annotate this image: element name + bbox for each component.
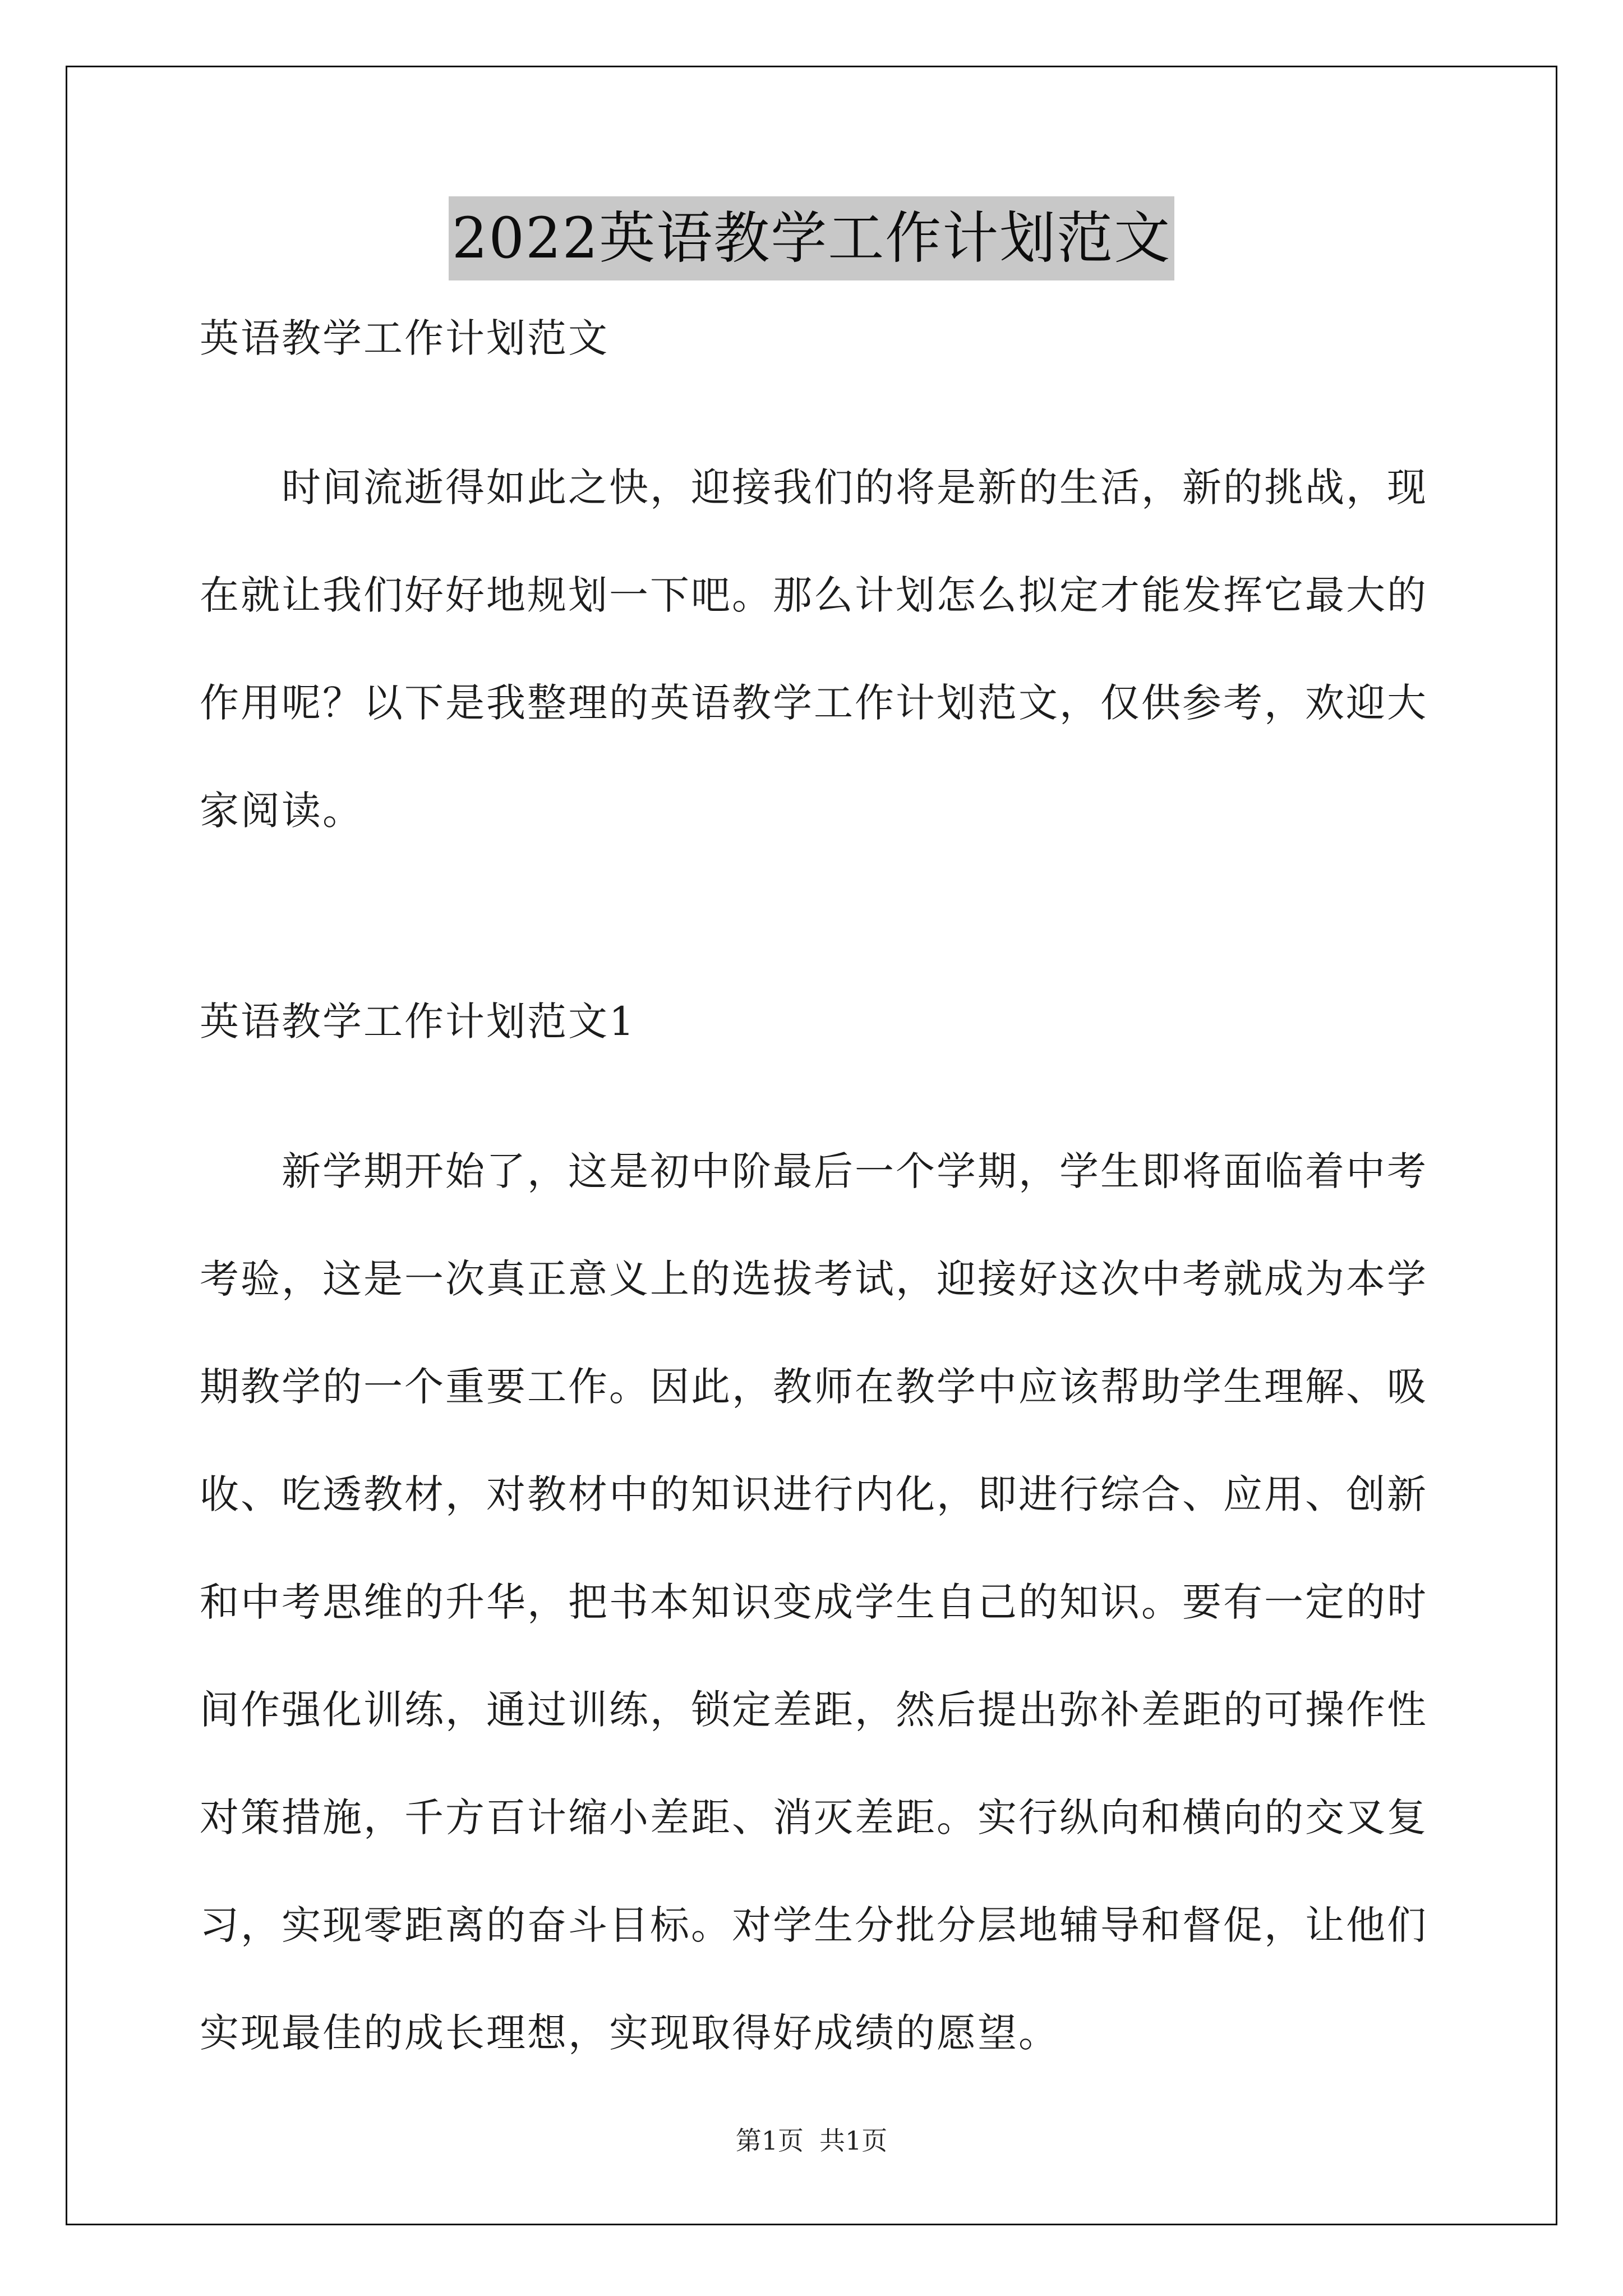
section-body-1: 新学期开始了，这是初中阶最后一个学期，学生即将面临着中考考验，这是一次真正意义上的选拔考试，迎接好这次中考就成为本学期教学的一个重要工作。因此，教师在教学中应该帮助学生理解、吸收、吃透教材，对教材中的知识进行内化，即进行综合、应用、创新和中考思维的升华，把书本知识变成学生自己的知识。要有一定的时间作强化训练，通过训练，锁定差距，然后提出弥补差距的可操作性对策措施，千方百计缩小差距、消灭差距。实行纵向和横向的交叉复习，实现零距离的奋斗目标。对学生分批分层地辅导和督促，让他们实现最佳的成长理想，实现取得好成绩的愿望。 xyxy=(200,1148,1428,2056)
page-number-total: 共1页 xyxy=(819,2125,888,2156)
page-footer xyxy=(0,2120,1623,2157)
page-number-current: 第1页 xyxy=(735,2125,804,2156)
title-container xyxy=(0,196,1623,280)
document-title: 2022英语教学工作计划范文 xyxy=(449,196,1175,280)
section-heading-1: 英语教学工作计划范文1 xyxy=(200,999,636,1045)
subtitle-heading: 英语教学工作计划范文 xyxy=(200,315,609,361)
intro-paragraph: 时间流逝得如此之快，迎接我们的将是新的生活，新的挑战，现在就让我们好好地规划一下吧。那么计划怎么拟定才能发挥它最大的作用呢？以下是我整理的英语教学工作计划范文，仅供参考，欢迎大家阅读。 xyxy=(200,464,1428,834)
